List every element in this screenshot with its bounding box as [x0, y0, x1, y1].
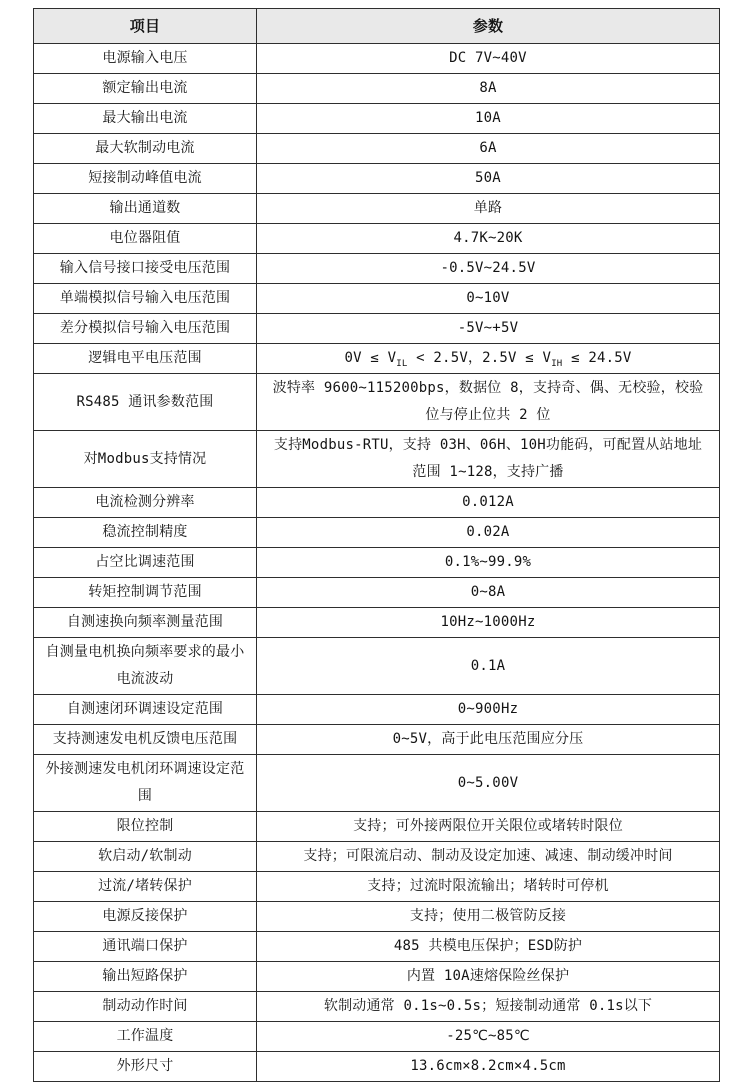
spec-item-cell: 输出通道数 — [34, 194, 257, 224]
table-row — [34, 872, 720, 902]
spec-value-cell: 0.012A — [257, 488, 720, 518]
spec-item-cell: 电位器阻值 — [34, 224, 257, 254]
table-row — [34, 578, 720, 608]
subscript-il: IL — [396, 358, 408, 369]
spec-value-cell: 0.02A — [257, 518, 720, 548]
spec-item-cell: 自测量电机换向频率要求的最小电流波动 — [34, 638, 257, 695]
spec-item-cell: 对Modbus支持情况 — [34, 431, 257, 488]
spec-value-cell — [257, 344, 720, 374]
table-row — [34, 344, 720, 374]
value-fragment: ≤ 24.5V — [562, 350, 632, 366]
table-row — [34, 725, 720, 755]
spec-value-cell: DC 7V~40V — [257, 44, 720, 74]
spec-item-cell: 短接制动峰值电流 — [34, 164, 257, 194]
spec-value-cell: 0~900Hz — [257, 695, 720, 725]
spec-value-cell: 支持Modbus-RTU，支持 03H、06H、10H功能码，可配置从站地址范围 1~128，支持广播 — [257, 431, 720, 488]
spec-value-cell: 支持；可外接两限位开关限位或堵转时限位 — [257, 812, 720, 842]
table-row — [34, 44, 720, 74]
table-row — [34, 224, 720, 254]
spec-item-cell: 外接测速发电机闭环调速设定范围 — [34, 755, 257, 812]
spec-item-cell: 软启动/软制动 — [34, 842, 257, 872]
spec-value-cell: 8A — [257, 74, 720, 104]
spec-value-cell: 内置 10A速熔保险丝保护 — [257, 962, 720, 992]
spec-item-cell: 电流检测分辨率 — [34, 488, 257, 518]
value-fragment: < 2.5V，2.5V ≤ V — [407, 350, 552, 366]
table-row — [34, 284, 720, 314]
spec-value-cell: 10A — [257, 104, 720, 134]
spec-value-cell: -0.5V~24.5V — [257, 254, 720, 284]
spec-value-cell: 波特率 9600~115200bps，数据位 8，支持奇、偶、无校验，校验位与停止位共 2 位 — [257, 374, 720, 431]
spec-value-cell: 10Hz~1000Hz — [257, 608, 720, 638]
spec-item-cell: 额定输出电流 — [34, 74, 257, 104]
spec-table — [33, 8, 720, 1082]
table-row — [34, 812, 720, 842]
spec-item-cell: 占空比调速范围 — [34, 548, 257, 578]
spec-value-cell: 0~5.00V — [257, 755, 720, 812]
table-row — [34, 134, 720, 164]
spec-value-cell: -25℃~85℃ — [257, 1022, 720, 1052]
spec-item-cell: 工作温度 — [34, 1022, 257, 1052]
spec-value-cell: 单路 — [257, 194, 720, 224]
table-row — [34, 842, 720, 872]
spec-value-cell: 4.7K~20K — [257, 224, 720, 254]
spec-item-cell: 自测速闭环调速设定范围 — [34, 695, 257, 725]
spec-item-cell: 支持测速发电机反馈电压范围 — [34, 725, 257, 755]
table-row — [34, 431, 720, 488]
spec-value-cell: -5V~+5V — [257, 314, 720, 344]
spec-item-cell: 转矩控制调节范围 — [34, 578, 257, 608]
spec-item-cell: 逻辑电平电压范围 — [34, 344, 257, 374]
spec-value-cell: 485 共模电压保护；ESD防护 — [257, 932, 720, 962]
table-row — [34, 755, 720, 812]
spec-item-cell: 外形尺寸 — [34, 1052, 257, 1082]
spec-item-cell: 稳流控制精度 — [34, 518, 257, 548]
spec-value-cell: 50A — [257, 164, 720, 194]
table-row — [34, 695, 720, 725]
table-row — [34, 314, 720, 344]
spec-value-cell: 支持；过流时限流输出；堵转时可停机 — [257, 872, 720, 902]
spec-item-cell: 最大软制动电流 — [34, 134, 257, 164]
header-item: 项目 — [34, 9, 257, 44]
spec-value-cell: 支持；使用二极管防反接 — [257, 902, 720, 932]
table-row — [34, 194, 720, 224]
table-row — [34, 74, 720, 104]
spec-value-cell: 0~8A — [257, 578, 720, 608]
header-param: 参数 — [257, 9, 720, 44]
table-row — [34, 638, 720, 695]
table-row — [34, 164, 720, 194]
table-row — [34, 1052, 720, 1082]
table-row — [34, 932, 720, 962]
spec-item-cell: RS485 通讯参数范围 — [34, 374, 257, 431]
spec-item-cell: 输出短路保护 — [34, 962, 257, 992]
spec-value-cell: 0.1A — [257, 638, 720, 695]
spec-item-cell: 限位控制 — [34, 812, 257, 842]
spec-item-cell: 自测速换向频率测量范围 — [34, 608, 257, 638]
spec-value-cell: 6A — [257, 134, 720, 164]
spec-item-cell: 输入信号接口接受电压范围 — [34, 254, 257, 284]
spec-item-cell: 差分模拟信号输入电压范围 — [34, 314, 257, 344]
value-fragment: 0V ≤ V — [344, 350, 397, 366]
spec-value-cell: 0.1%~99.9% — [257, 548, 720, 578]
table-row — [34, 962, 720, 992]
table-row — [34, 548, 720, 578]
spec-value-cell: 0~5V，高于此电压范围应分压 — [257, 725, 720, 755]
table-row — [34, 104, 720, 134]
spec-item-cell: 制动动作时间 — [34, 992, 257, 1022]
table-header-row — [34, 9, 720, 44]
spec-item-cell: 最大输出电流 — [34, 104, 257, 134]
spec-value-cell: 软制动通常 0.1s~0.5s；短接制动通常 0.1s以下 — [257, 992, 720, 1022]
table-row — [34, 254, 720, 284]
spec-item-cell: 通讯端口保护 — [34, 932, 257, 962]
spec-item-cell: 电源反接保护 — [34, 902, 257, 932]
table-row — [34, 902, 720, 932]
spec-value-cell: 0~10V — [257, 284, 720, 314]
table-row — [34, 518, 720, 548]
table-row — [34, 488, 720, 518]
subscript-ih: IH — [551, 358, 563, 369]
spec-value-cell: 13.6cm×8.2cm×4.5cm — [257, 1052, 720, 1082]
spec-item-cell: 过流/堵转保护 — [34, 872, 257, 902]
table-row — [34, 1022, 720, 1052]
spec-item-cell: 单端模拟信号输入电压范围 — [34, 284, 257, 314]
table-row — [34, 608, 720, 638]
table-row — [34, 374, 720, 431]
spec-value-cell: 支持；可限流启动、制动及设定加速、减速、制动缓冲时间 — [257, 842, 720, 872]
spec-item-cell: 电源输入电压 — [34, 44, 257, 74]
table-row — [34, 992, 720, 1022]
